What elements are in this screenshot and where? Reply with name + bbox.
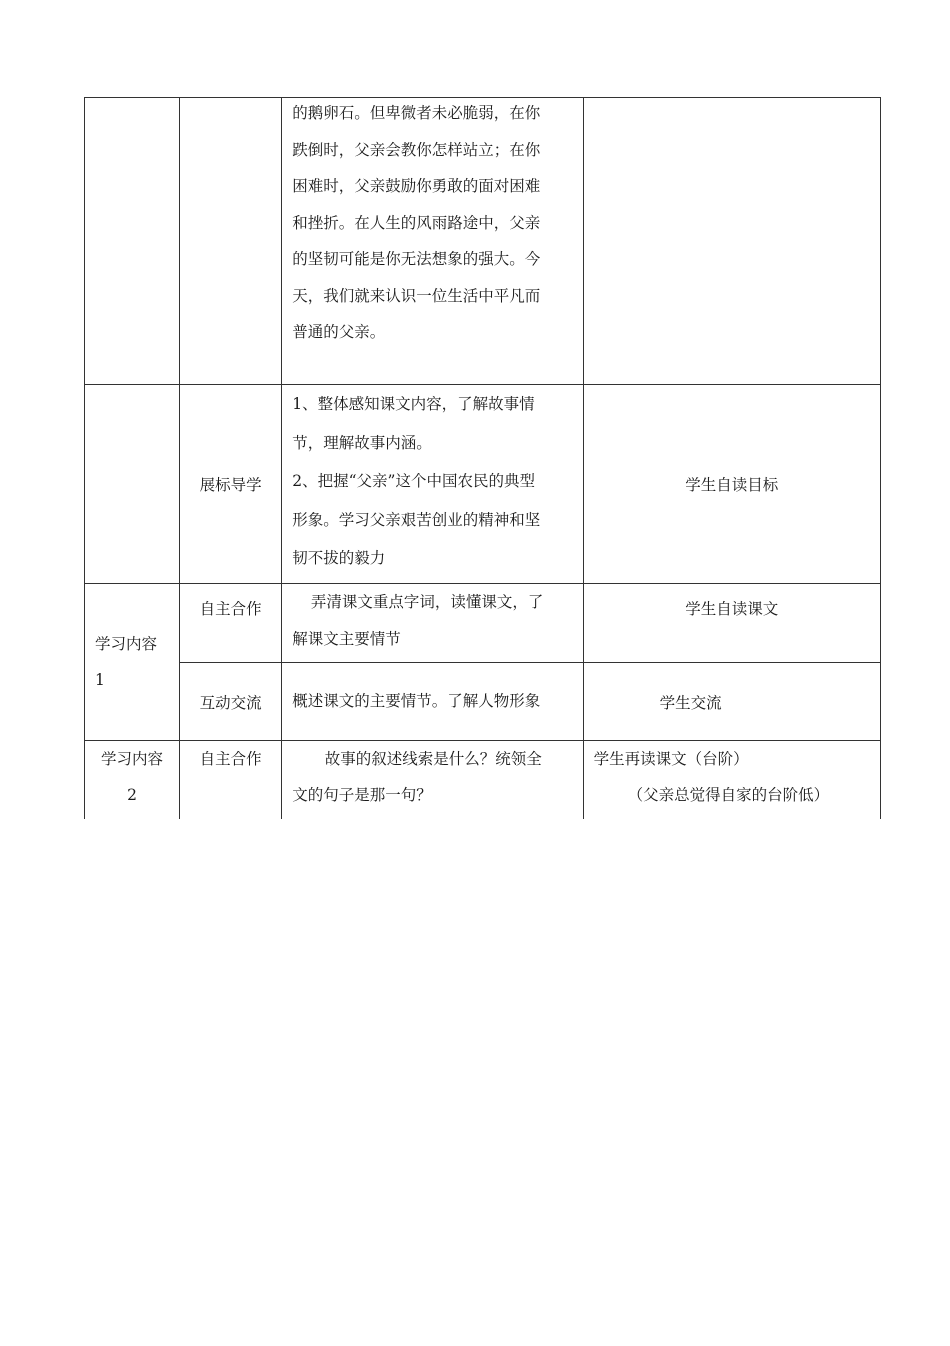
section-label-line: 学习内容 [101, 750, 164, 768]
text-line: 普通的父亲。 [292, 323, 386, 341]
content-cell [282, 741, 583, 820]
activity-line: （父亲总觉得自家的台阶低） [627, 786, 830, 804]
section-label-number: 2 [127, 786, 137, 804]
text-line: 概述课文的主要情节。了解人物形象 [292, 692, 541, 711]
activity-line: 学生再读课文（台阶） [593, 750, 749, 768]
table-row [85, 663, 881, 741]
content-cell [282, 663, 583, 741]
step-label: 自主合作 [199, 600, 262, 618]
text-line: 2、把握“父亲”这个中国农民的典型 [292, 472, 535, 490]
section-label-number: 1 [95, 671, 105, 689]
activity-cell [583, 663, 880, 741]
table-row [85, 741, 881, 820]
section-label-line: 学习内容 [95, 635, 158, 653]
content-text [282, 683, 582, 720]
table-row [85, 584, 881, 663]
content-text [282, 741, 582, 813]
text-line: 的坚韧可能是你无法想象的强大。今 [292, 250, 541, 268]
text-line: 解课文主要情节 [292, 629, 401, 648]
text-line: 困难时，父亲鼓励你勇敢的面对困难 [292, 177, 541, 195]
step-cell [180, 741, 282, 820]
text-line: 形象。学习父亲艰苦创业的精神和坚 [292, 510, 541, 529]
text-line: 节，理解故事内涵。 [292, 433, 432, 452]
section-label [85, 626, 179, 698]
step-label: 自主合作 [199, 750, 262, 768]
step-cell [180, 98, 282, 385]
table-row [85, 98, 881, 385]
goals-text [282, 385, 582, 578]
content-cell [282, 98, 583, 385]
section-cell [85, 741, 180, 820]
intro-continuation-text [282, 95, 582, 351]
step-label: 互动交流 [199, 693, 262, 712]
table-row [85, 385, 881, 584]
step-cell [180, 385, 282, 584]
content-text [282, 584, 582, 657]
activity-label: 学生自读目标 [685, 476, 779, 494]
activity-cell [583, 584, 880, 663]
text-line: 故事的叙述线索是什么？统领全 [324, 750, 542, 768]
activity-text [584, 741, 880, 813]
text-line: 文的句子是那一句？ [292, 786, 432, 804]
activity-label: 学生自读课文 [685, 600, 779, 618]
activity-cell [583, 98, 880, 385]
text-line: 和挫折。在人生的风雨路途中，父亲 [292, 213, 541, 232]
text-line: 天，我们就来认识一位生活中平凡而 [292, 286, 541, 305]
step-label: 展标导学 [199, 476, 262, 494]
activity-label: 学生交流 [659, 693, 722, 712]
content-cell [282, 385, 583, 584]
section-cell [85, 584, 180, 741]
text-line: 韧不拔的毅力 [292, 549, 386, 567]
section-label [85, 741, 179, 813]
step-cell [180, 663, 282, 741]
text-line: 跌倒时，父亲会教你怎样站立；在你 [292, 140, 541, 159]
section-cell [85, 98, 180, 385]
activity-cell [583, 741, 880, 820]
lesson-plan-table [84, 97, 881, 819]
content-cell [282, 584, 583, 663]
activity-cell [583, 385, 880, 584]
text-line: 的鹅卵石。但卑微者未必脆弱，在你 [292, 104, 541, 122]
text-line: 1、整体感知课文内容，了解故事情 [292, 395, 535, 413]
step-cell [180, 584, 282, 663]
section-cell [85, 385, 180, 584]
text-line: 弄清课文重点字词，读懂课文，了 [310, 593, 544, 611]
